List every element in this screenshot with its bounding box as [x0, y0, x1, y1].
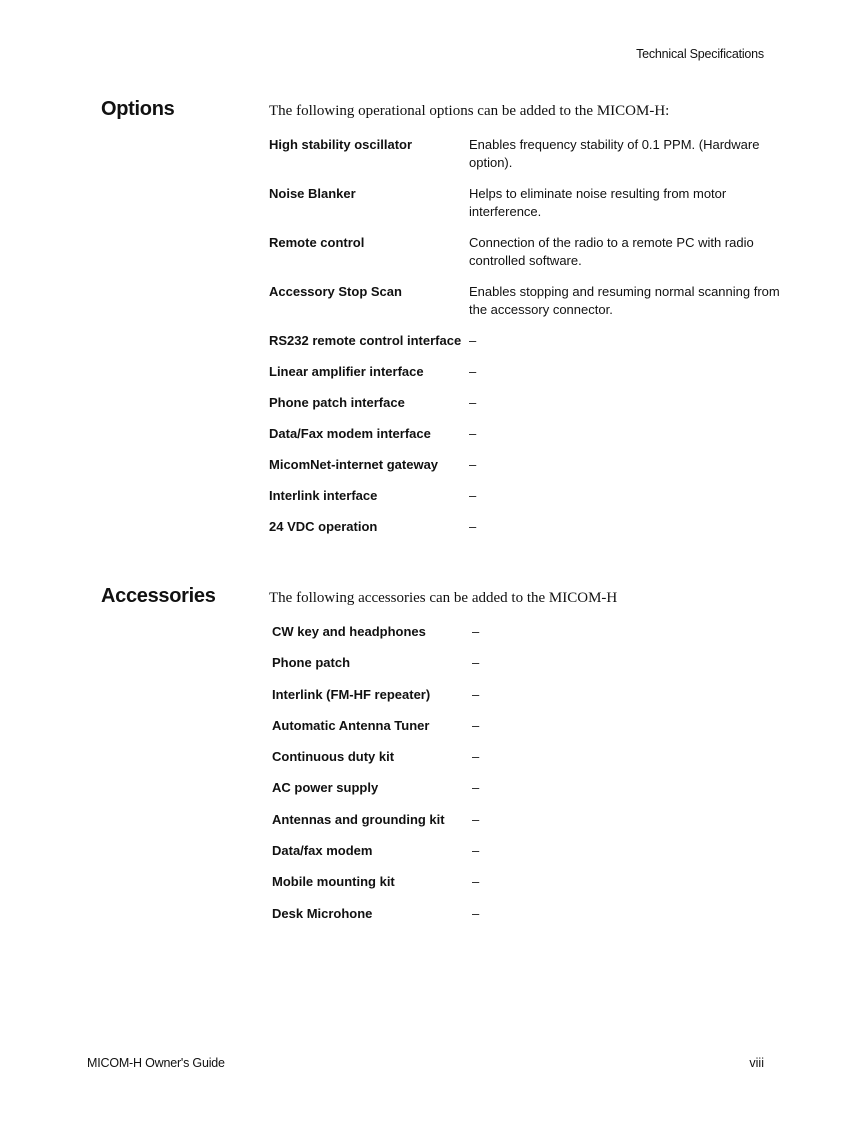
option-name: Remote control	[269, 235, 365, 250]
option-desc: –	[469, 488, 477, 503]
option-desc: Connection of the radio to a remote PC with radio controlled software.	[469, 235, 754, 268]
option-row	[269, 456, 789, 487]
option-row	[269, 283, 789, 332]
option-name: Data/Fax modem interface	[269, 426, 431, 441]
option-desc: –	[469, 395, 477, 410]
option-desc: –	[469, 426, 477, 441]
accessory-row	[272, 905, 792, 936]
options-list	[269, 136, 789, 549]
option-row	[269, 185, 789, 234]
option-name: 24 VDC operation	[269, 519, 378, 534]
accessory-row	[272, 686, 792, 717]
option-desc: –	[469, 364, 477, 379]
option-row	[269, 234, 789, 283]
option-name: RS232 remote control interface	[269, 333, 462, 348]
accessory-name: Antennas and grounding kit	[272, 811, 445, 827]
accessory-row	[272, 779, 792, 810]
accessories-title: Accessories	[101, 585, 216, 607]
accessory-row	[272, 654, 792, 685]
accessory-desc: –	[472, 655, 480, 671]
accessory-desc: –	[472, 749, 480, 765]
option-desc: Enables stopping and resuming normal scanning from the accessory connector.	[469, 284, 780, 317]
option-desc: –	[469, 333, 477, 348]
option-row	[269, 332, 789, 363]
option-name: Linear amplifier interface	[269, 364, 424, 379]
accessory-row	[272, 748, 792, 779]
accessory-desc: –	[472, 843, 480, 859]
accessory-desc: –	[472, 780, 480, 796]
accessory-name: Interlink (FM-HF repeater)	[272, 686, 431, 702]
accessory-row	[272, 717, 792, 748]
option-desc: –	[469, 457, 477, 472]
option-desc: Enables frequency stability of 0.1 PPM. (Hardware option).	[469, 137, 760, 170]
option-name: Noise Blanker	[269, 186, 356, 201]
options-intro: The following operational options can be added to the MICOM-H:	[269, 103, 670, 119]
accessory-name: Desk Microhone	[272, 905, 373, 921]
accessory-name: Automatic Antenna Tuner	[272, 717, 430, 733]
accessory-row	[272, 873, 792, 904]
option-row	[269, 518, 789, 549]
accessory-desc: –	[472, 905, 480, 921]
accessory-row	[272, 811, 792, 842]
footer-page-number: viii	[749, 1056, 764, 1070]
option-desc: –	[469, 519, 477, 534]
accessory-name: Phone patch	[272, 655, 351, 671]
option-name: Phone patch interface	[269, 395, 405, 410]
accessory-desc: –	[472, 624, 480, 639]
option-row	[269, 487, 789, 518]
accessory-name: Data/fax modem	[272, 843, 373, 859]
option-desc: Helps to eliminate noise resulting from motor interference.	[469, 186, 727, 219]
accessory-name: Continuous duty kit	[272, 749, 395, 765]
accessory-row	[272, 623, 792, 654]
accessories-list	[272, 623, 792, 936]
accessory-row	[272, 842, 792, 873]
option-name: Interlink interface	[269, 488, 378, 503]
option-row	[269, 425, 789, 456]
accessory-name: AC power supply	[272, 780, 379, 796]
footer-doc-title: MICOM-H Owner's Guide	[87, 1056, 225, 1070]
option-name: Accessory Stop Scan	[269, 284, 402, 299]
running-header: Technical Specifications	[636, 47, 764, 61]
accessory-desc: –	[472, 686, 480, 702]
option-row	[269, 394, 789, 425]
option-name: High stability oscillator	[269, 137, 413, 152]
accessory-name: CW key and headphones	[272, 624, 426, 639]
accessory-desc: –	[472, 874, 480, 890]
accessory-desc: –	[472, 811, 480, 827]
accessory-desc: –	[472, 717, 480, 733]
options-title: Options	[101, 98, 175, 120]
option-row	[269, 136, 789, 185]
option-name: MicomNet-internet gateway	[269, 457, 439, 472]
option-row	[269, 363, 789, 394]
accessories-intro: The following accessories can be added to the MICOM-H	[269, 590, 618, 606]
accessory-name: Mobile mounting kit	[272, 874, 395, 890]
